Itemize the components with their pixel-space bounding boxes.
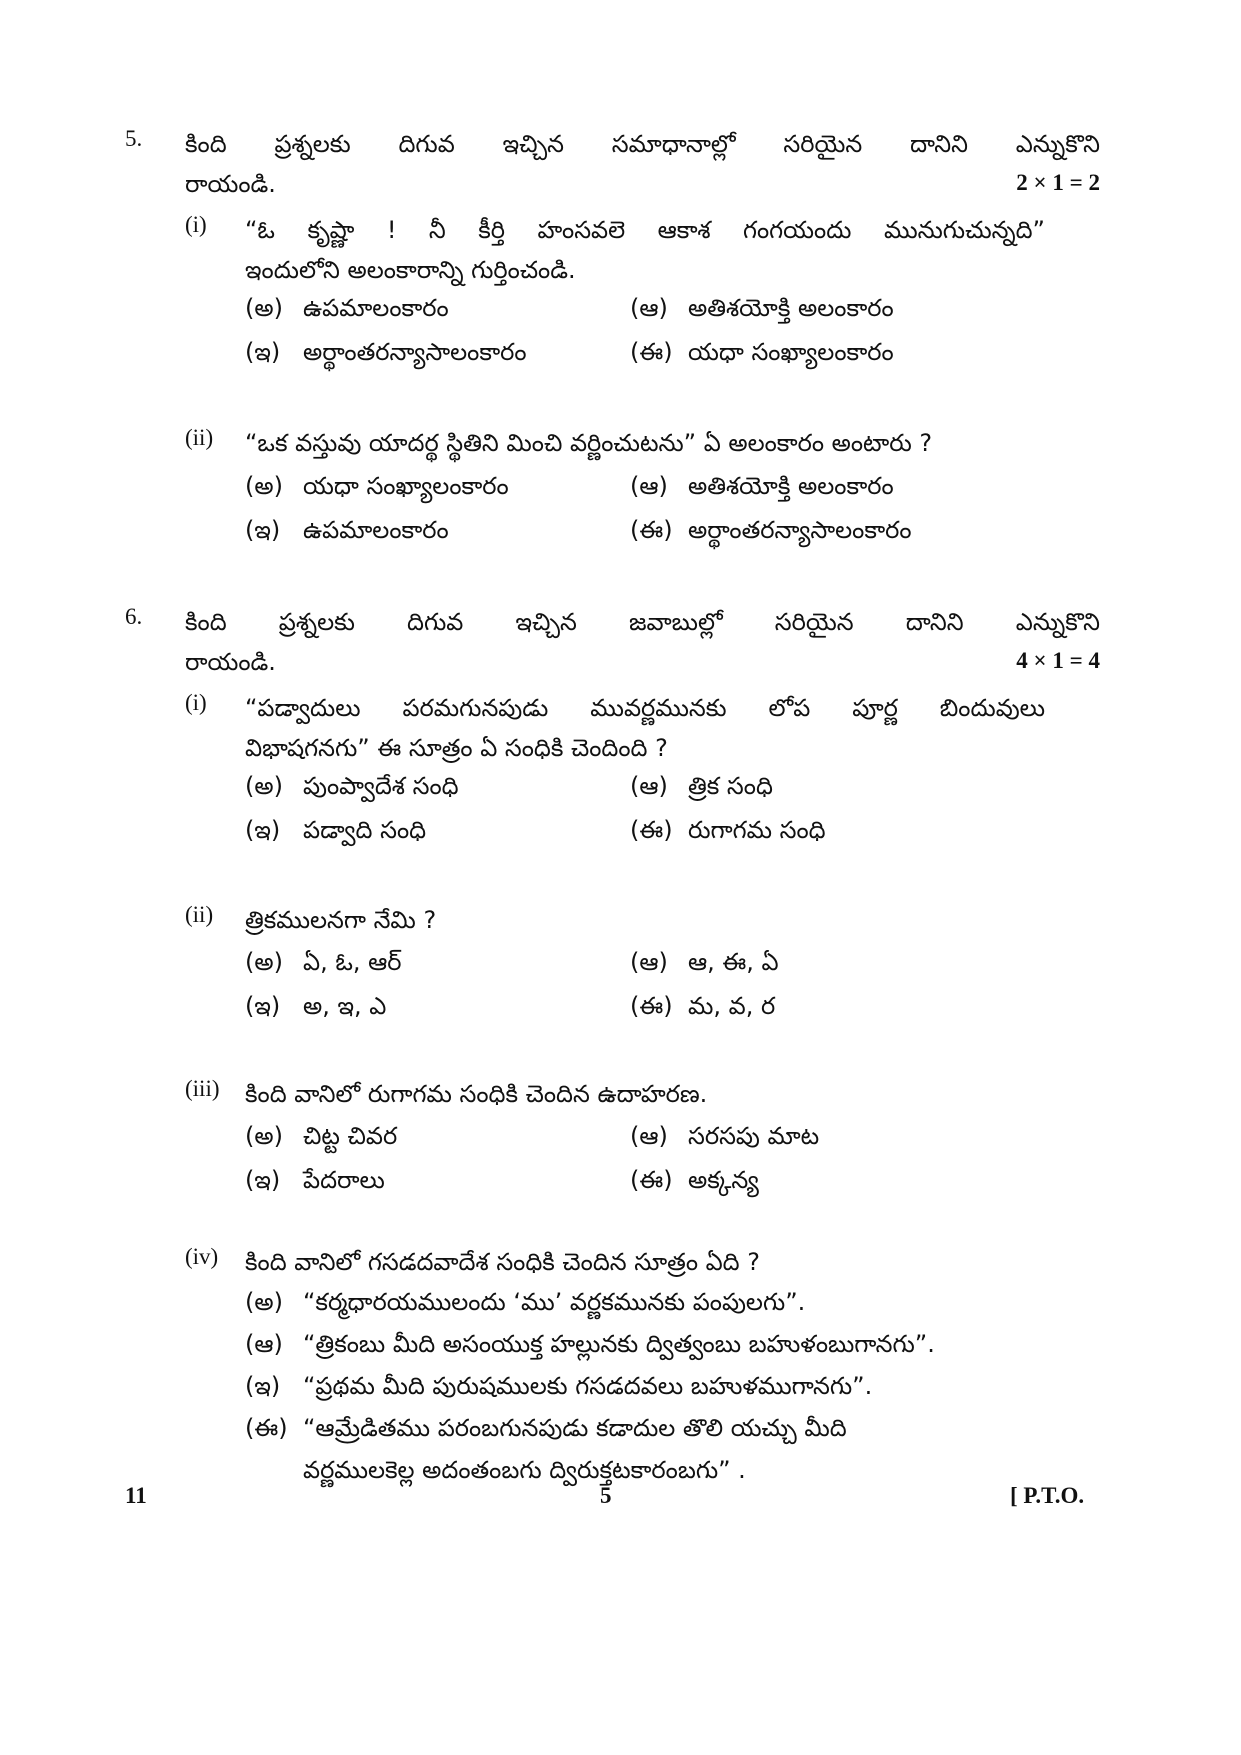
option: (ఈ) అక్కన్య — [630, 1166, 759, 1194]
option: (ఈ) యధా సంఖ్యాలంకారం — [630, 338, 894, 366]
sub-number: (iv) — [185, 1244, 219, 1269]
option: (ఇ) పేదరాలు — [245, 1166, 385, 1194]
sub-text-line1: కింది వానిలో రుగాగమ సంధికి చెందిన ఉదాహరణ. — [245, 1080, 708, 1108]
option: (ఈ) రుగాగమ సంధి — [630, 816, 826, 844]
marks: 4 × 1 = 4 — [1016, 648, 1100, 673]
option: (ఆ) త్రిక సంధి — [630, 772, 773, 800]
question-text-line2: రాయండి. — [185, 648, 276, 676]
question-number: 5. — [125, 126, 143, 151]
sub-text-line2: విభాషగనగు” ఈ సూత్రం ఏ సంధికి చెందింది ? — [245, 734, 668, 762]
option: (ఇ) పడ్వాది సంధి — [245, 816, 427, 844]
option: (ఆ) సరసపు మాట — [630, 1122, 820, 1150]
question-text-line1: కింది ప్రశ్నలకు దిగువ ఇచ్చిన సమాధానాల్లో సరియైన దానిని ఎన్నుకొని — [185, 130, 1100, 158]
option: (ఇ) ఉపమాలంకారం — [245, 516, 449, 544]
option: (అ) పుంప్వాదేశ సంధి — [245, 772, 459, 800]
page-number: 5 — [600, 1483, 612, 1508]
option: (ఈ) “ఆమ్రేడితము పరంబగునపుడు కడాదుల తొలి యచ్చు మీది — [245, 1414, 847, 1442]
sub-text-line1: “ఓ కృష్ణా ! నీ కీర్తి హంసవలె ఆకాశ గంగయందు మునుగుచున్నది” — [245, 216, 1045, 244]
option: (ఇ) “ప్రథమ మీది పురుషములకు గసడదవలు బహుళముగానగు”. — [245, 1372, 873, 1400]
option: (అ) ఉపమాలంకారం — [245, 294, 449, 322]
question-text-line1: కింది ప్రశ్నలకు దిగువ ఇచ్చిన జవాబుల్లో సరియైన దానిని ఎన్నుకొని — [185, 608, 1100, 636]
option: (ఆ) అతిశయోక్తి అలంకారం — [630, 294, 894, 322]
sub-number: (ii) — [185, 425, 214, 450]
option-continuation: వర్ణములకెల్ల అదంతంబగు ద్విరుక్తటకారంబగు” . — [303, 1456, 746, 1484]
pto-label: [ P.T.O. — [1010, 1483, 1085, 1508]
sub-number: (iii) — [185, 1076, 220, 1101]
sub-text-line1: కింది వానిలో గసడదవాదేశ సంధికి చెందిన సూత్రం ఏది ? — [245, 1248, 760, 1276]
option: (అ) యధా సంఖ్యాలంకారం — [245, 472, 509, 500]
sub-number: (ii) — [185, 902, 214, 927]
sub-text-line1: త్రికములనగా నేమి ? — [245, 906, 437, 934]
question-text-line2: రాయండి. — [185, 170, 276, 198]
option: (ఈ) అర్థాంతరన్యాసాలంకారం — [630, 516, 912, 544]
option: (అ) ఏ, ఓ, ఆర్ — [245, 948, 402, 976]
option: (ఆ) ఆ, ఈ, ఏ — [630, 948, 779, 976]
option: (ఆ) “త్రికంబు మీది అసంయుక్త హల్లునకు ద్విత్వంబు బహుళంబుగానగు”. — [245, 1330, 935, 1358]
sub-text-line2: ఇందులోని అలంకారాన్ని గుర్తించండి. — [245, 256, 576, 284]
option: (ఆ) అతిశయోక్తి అలంకారం — [630, 472, 894, 500]
option: (ఇ) అర్థాంతరన్యాసాలంకారం — [245, 338, 527, 366]
sub-number: (i) — [185, 212, 207, 237]
footer-code: 11 — [125, 1483, 147, 1508]
option: (ఇ) అ, ఇ, ఎ — [245, 992, 387, 1020]
option: (అ) చిట్ట చివర — [245, 1122, 398, 1150]
sub-number: (i) — [185, 690, 207, 715]
marks: 2 × 1 = 2 — [1016, 170, 1100, 195]
sub-text-line1: “ఒక వస్తువు యాదర్థ స్థితిని మించి వర్ణించుటను” ఏ అలంకారం అంటారు ? — [245, 429, 933, 457]
option: (అ) “కర్మధారయములందు ‘ము’ వర్ణకమునకు పంపులగు”. — [245, 1288, 806, 1316]
sub-text-line1: “పడ్వాదులు పరమగునపుడు మువర్ణమునకు లోప పూర్ణ బిందువులు — [245, 694, 1045, 722]
question-number: 6. — [125, 604, 143, 629]
option: (ఈ) మ, వ, ర — [630, 992, 776, 1020]
